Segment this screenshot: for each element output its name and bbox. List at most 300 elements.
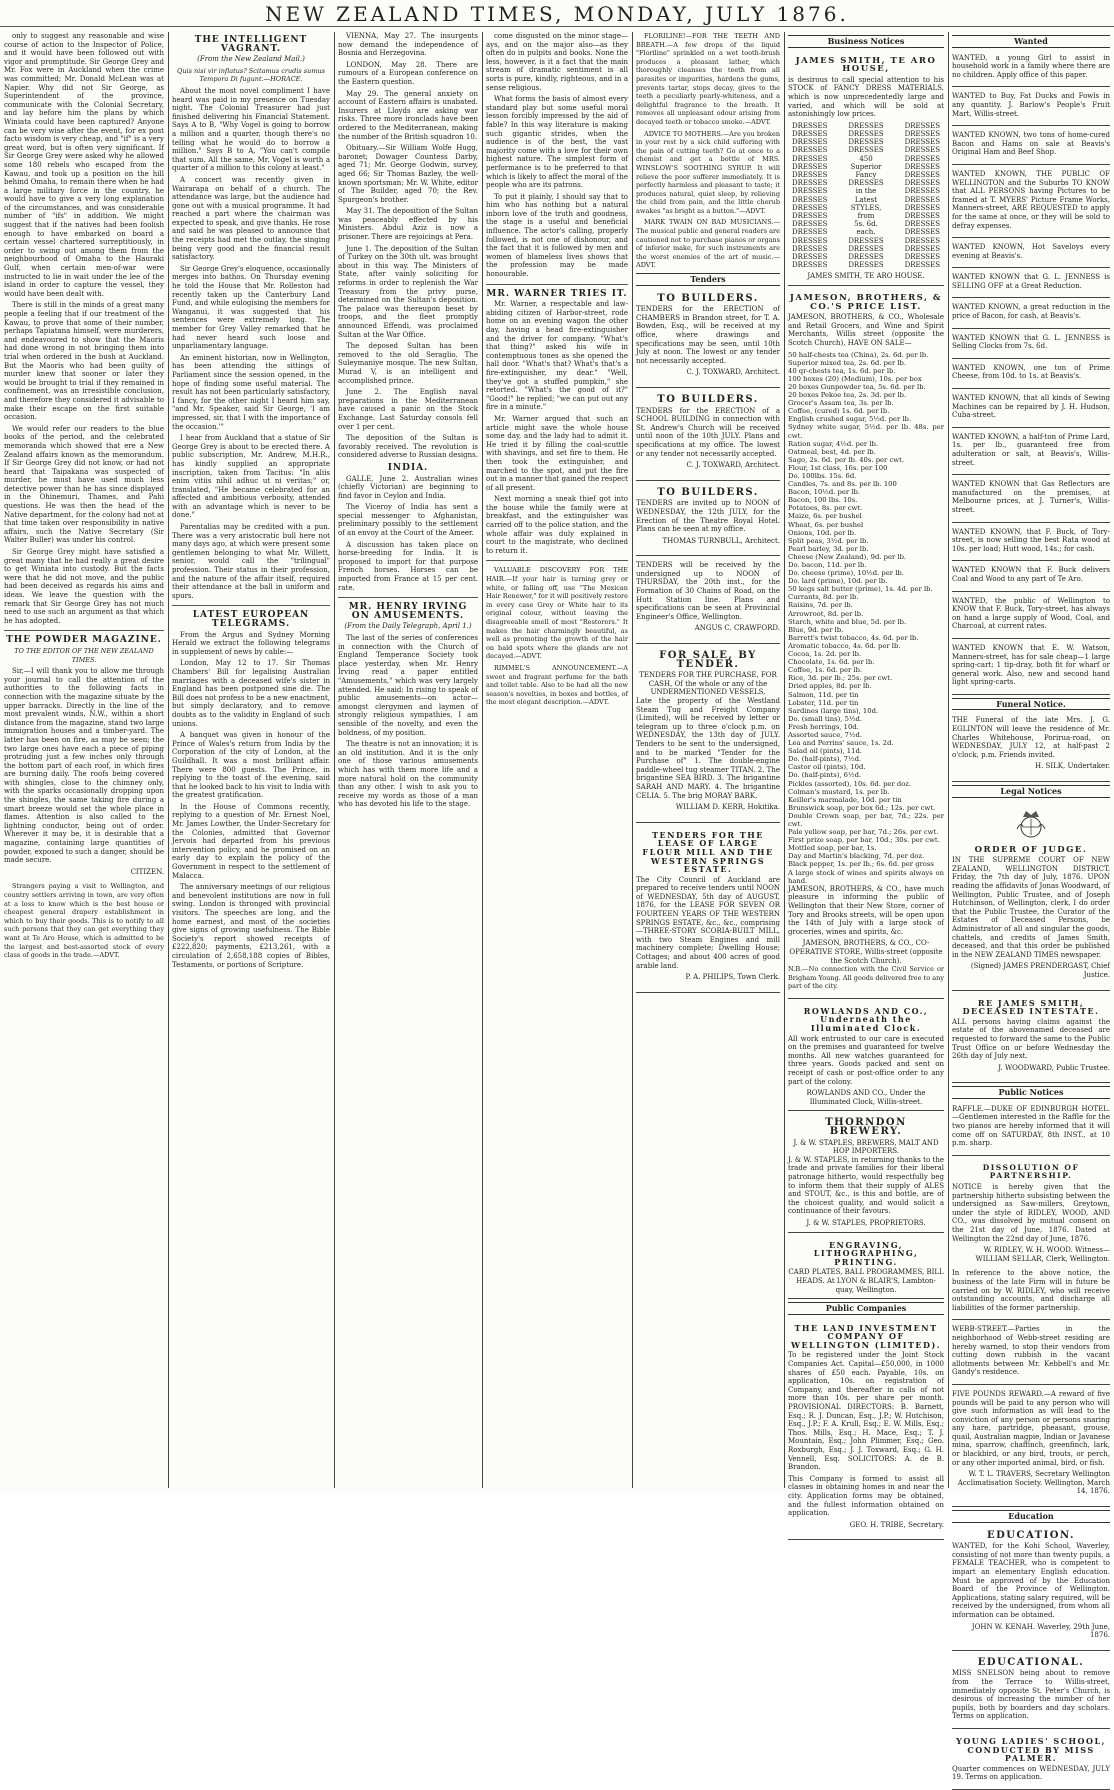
dresses-cell: Superior: [850, 162, 882, 171]
price-list-item: Sydney white sugar, 5½d. per lb. 48s. per cwt.: [788, 423, 944, 440]
article-paragraph: Sir George Grey's eloquence, occasionally merges into bathos. On Thursday evening he told the House that Mr. Rolleston had recently taken up the Canterbury Land Fund, and while eulogising the members for Wanganui, it was suggested that his sentences were extremely long. The member for Grey Valley remarked that he had never heard such loose and unparliamentary language.: [172, 264, 330, 351]
price-list-item: Sardines (large tins), 10d.: [788, 706, 879, 715]
dresses-row: [788, 138, 944, 146]
dresses-cell: DRESSES: [904, 211, 940, 220]
dresses-cell: DRESSES: [792, 121, 828, 130]
engraving-advertisement: [788, 1235, 944, 1300]
price-list-item: English crushed sugar, 5½d. per lb.: [788, 415, 912, 424]
price-list-item: Double Crown soap, per bar, 7d.; 22s. per cwt.: [788, 811, 944, 828]
column-rule: [784, 32, 785, 1488]
ad-headline: JAMESON, BROTHERS, & CO.'S PRICE LIST.: [789, 293, 943, 312]
article-source: (From the Daily Telegraph, April 1.): [344, 622, 472, 631]
ad-body: WANTED KNOWN that G. L. JENNESS is SELLING OFF at a Great Reduction.: [952, 273, 1110, 290]
article-paragraph: Mr. Warner, a respectable and law-abiding citizen of Harbor-street, rode home on an evening wagon the other day, having a head fire-extinguisher and the driver for company. "What's that thing?" asked his wife in contemptuous tones as she opened the hall door. "What's that? What's that's a fire-extinguisher, my dear." "Well, they've got a stuffed pumpkin," she retorted. "What's the good of it?" "Good!" he replied; "we can put out any fire in a minute.": [486, 300, 628, 412]
price-list-item: Dried apples, 8d. per lb.: [788, 682, 872, 691]
ad-signature: H. SILK, Undertaker.: [1035, 762, 1110, 771]
ad-headline: ORDER OF JUDGE.: [974, 844, 1088, 855]
ad-headline: RE JAMES SMITH, DECEASED INTESTATE.: [962, 997, 1100, 1017]
rowlands-advertisement: [788, 1001, 944, 1112]
wanted-ad: [952, 331, 1110, 359]
price-list-item: Do. cheese (prime), 10½d. per lb.: [788, 569, 904, 578]
price-list-item: Do. (half-pints), 7½d.: [788, 755, 862, 764]
dresses-cell: DRESSES: [904, 154, 940, 163]
price-list-item: Coffee, 1s. 6d. per lb.: [788, 666, 863, 675]
ad-body: WANTED KNOWN, one ton of Prime Cheese, from 10d. to 1s. at Beavis's.: [952, 363, 1110, 381]
article-headline: THE INTELLIGENT VAGRANT.: [194, 35, 308, 54]
tender-notice: [636, 390, 780, 481]
dresses-row: [788, 204, 944, 212]
tender-signature: ANGUS C. CRAWFORD.: [694, 624, 780, 633]
dresses-cell: DRESSES: [792, 236, 828, 245]
column-1: [4, 32, 164, 1488]
article-paragraph: Obituary.—Sir William Wolfe Hugg, baronet; Dowager Countess Darby, aged 71; Mr. George Godwin, survey, aged 66; Sir Thomas Bazley, the well-known sportsman; Mr. W. White, editor of The Builder, aged 70; the Rev. Spurgeon's brother.: [338, 144, 478, 204]
letter-body: Sir,—I will thank you to allow me through your journal to call the attention of the authorities to the following facts in connection with the magazine situate by the upper barracks. Directly in the line of the most prevalent winds, N.W., within a short distance from the magazine, stand two large immigration houses and a timber-yard. The latter has been on fire, as may be seen; the two large ones have each a piece of piping protruding just a few inches only through the bottom part of each roof, in which fires are burning daily. The roofs being covered with shingles, close to the chimney only, with the sparks occasionally dropping upon the shingles, the same taking fire during a smart breeze would set the whole place in flames. Attention is also called to the lightning conductor, being out of order. Wherever it may be, it is desirable that a magazine, containing large quantities of powder, exposed to such a danger, should be made secure.: [4, 667, 164, 865]
dresses-cell: DRESSES: [792, 138, 828, 147]
column-4: [486, 32, 628, 1488]
ad-body: WANTED KNOWN that F. Buck delivers Coal and Wood to any part of Te Aro.: [952, 566, 1110, 583]
article-paragraph: The anniversary meetings of our religious and benevolent institutions are now in full swing. London is thronged with provincial visitors. The speeches are long, and the home earnest, and most of the societies give signs of growing usefulness. The Bible Society's report showed receipts of £222,820; payments, £213,261, with a circulation of 2,658,188 copies of Bibles, Testaments, or portions of Scripture.: [172, 883, 330, 969]
price-list-item: Mottled soap, per bar, 1s.: [788, 844, 877, 853]
tender-headline: TO BUILDERS.: [657, 292, 759, 304]
ad-body: WANTED KNOWN that E. W. Watson, Manners-street, has for sale cheap—1 large spring-cart; 1 tip-dray, both fit for wharf or general work. Also, new and second hand light spring-carts.: [952, 643, 1110, 687]
tender-body: TENDERS for the ERECTION of a SCHOOL BUILDING in connection with St. Andrew's Church will be received until noon of the 10th JULY. Plans and specifications at my office. The lowest or any tender not necessarily accepted.: [636, 406, 780, 458]
section-heading: Education: [952, 1510, 1110, 1523]
advertisement-text: Strangers paying a visit to Wellington, and country settlers arriving in town, are very often at a loss to know which is the best house or cheapest general drapery establishment in which to buy their goods. This is to notify to all such persons that they can get everything they want at Te Aro House, which is admitted to be the largest and best-assorted stock of every class of goods in the trade.—ADVT.: [4, 882, 164, 960]
article-intro: From the Argus and Sydney Morning Herald we extract the following telegrams in supplement of news by cable:—: [172, 630, 330, 656]
article-paragraph: There is still in the minds of a great many people a feeling that if our treatment of the Kawau, to prove that some of their number, perhaps Tapiatana himself, were murderers, and endeavoured to show that the Maoris had done wrong in not bringing them into trial when ordered in the bush at Auckland. But the Maoris who had been guilty of murder knew that sooner or later they would be brought to trial if they remained in confinement, was an irresistible conclusion, and therefore they considered it advisable to make their escape on the first suitable occasion.: [4, 301, 164, 422]
sale-notice: [636, 646, 780, 823]
section-heading: Wanted: [952, 35, 1110, 48]
ad-body: WANTED KNOWN that G. L. JENNESS is Selling Clocks from 7s. 6d.: [952, 333, 1110, 351]
price-list-item: Currants, 8d. per lb.: [788, 593, 859, 602]
column-2: [172, 32, 330, 1488]
masthead-title: NEW ZEALAND TIMES, MONDAY, JULY 1876.: [265, 2, 849, 26]
tender-body: TENDERS for the ERECTION of CHAMBERS in Brandon street, for T. A. Bowden, Esq., will be received at my office, where drawings and specifications may be seen, until 10th July at noon. The lowest or any tender not necessarily accepted.: [636, 305, 780, 365]
article-paragraph: The theatre is not an innovation; it is an old institution. And it is the only one of those various amusements which has with them more life and a more natural hold on the community than any other. I wish to ask you to receive my words as those of a man who has devoted his life to the stage.: [338, 740, 478, 809]
ad-body: WANTED KNOWN that Gas Reflectors are manufactured on the premises, at Melbourne prices, at J. Turner's, Willis-street.: [952, 480, 1110, 514]
dresses-cell: DRESSES: [904, 195, 940, 204]
tender-signature: C. J. TOXWARD, Architect.: [686, 368, 780, 377]
tender-notice: [636, 558, 780, 644]
ad-body: RAFFLE.—DUKE OF EDINBURGH HOTEL.—Gentlemen interested in the Raffle for the two pianos are hereby informed that it will come off on SATURDAY, 8th INST., at 10 p.m. sharp.: [952, 1104, 1110, 1148]
article-paragraph: I hear from Auckland that a statue of Sir George Grey is about to be erected there. A public subscription, Mr. Andrew, M.H.R., has kindly supplied an appropriate inscription, taken from Tacitus: "In aliis enim vitiis nihil adhuc ut ni veritas;" or, translated, "He became celebrated for an affected and ambitious verbosity, attended with an advantage which is never to be done.": [172, 434, 330, 520]
divider: [4, 630, 164, 631]
price-list-item: Raisins, 7d. per lb.: [788, 601, 853, 610]
dresses-row: [788, 130, 944, 138]
ad-body: WANTED KNOWN, two tons of home-cured Bacon and Hams on sale at Beavis's Original Ham and Beef Shop.: [952, 131, 1110, 157]
article-headline: INDIA.: [387, 462, 429, 473]
ad-body: WANTED KNOWN, THE PUBLIC OF WELLINGTON and the Suburbs TO KNOW that ALL PERSONS having Pictures to be framed at T. MYERS' Picture Frame Works, Manners-street, ARE REQUESTED to apply for the same at once, or they will be sold to defray expenses.: [952, 169, 1110, 230]
tender-body: TENDERS will be received by the undersigned up to NOON of THURSDAY, the 20th inst., for the Formation of 30 Chains of Road, on the Hutt Station line. Plans and specifications can be seen at Provincial Engineer's Office, Wellington.: [636, 561, 780, 621]
article-paragraph: Sir George Grey might have satisfied a great many that he had really a great desire to get Winiata into custody. But the facts were that he did not move, and the public had been deceived as regards his aims and ideas. We leave the question with the remark that Sir George Grey has not much need to use such an argument as that which he has adopted.: [4, 548, 164, 625]
price-list-item: A large stock of wines and spirits always on hand.: [788, 868, 944, 885]
dresses-cell: DRESSES: [904, 162, 940, 171]
dresses-cell: DRESSES: [904, 187, 940, 196]
dresses-cell: Fancy: [855, 170, 877, 179]
price-list-item: Do. bacon, 11d. per lb.: [788, 561, 867, 569]
wanted-ad: [952, 270, 1110, 298]
wanted-ad: [952, 89, 1110, 126]
wanted-ad: [952, 594, 1110, 639]
ad-headline: ROWLANDS AND CO., Underneath the Illuminated Clock.: [803, 1005, 929, 1034]
ad-address: JAMESON, BROTHERS, & CO., CO-OPERATIVE STORE, Willis-street (opposite the Scotch Church).: [789, 939, 943, 965]
tender-signature: THOMAS TURNBULL, Architect.: [662, 536, 780, 545]
sale-signature: WILLIAM D. KERR, Hokitika.: [675, 803, 780, 812]
price-list-item: Barrett's twist tobacco, 4s. 6d. per lb.: [788, 633, 919, 642]
dresses-row: [788, 237, 944, 245]
section-heading: Public Companies: [788, 1302, 944, 1315]
royal-crest-icon: [1013, 807, 1049, 843]
ad-headline: EDUCATIONAL.: [977, 1656, 1085, 1668]
price-list-item: Ration sugar, 4½d. per lb.: [788, 439, 879, 448]
wanted-ad: [952, 525, 1110, 562]
column-rule: [168, 32, 169, 1488]
ad-body: J. & W. STAPLES, in returning thanks to the trade and private families for their liberal patronage hitherto, would respectfully beg to inform them that their supply of ALES and STOUT, &c., is this and bottle, are of the choicest quality, and would solicit a continuance of their favours.: [788, 1155, 944, 1216]
dresses-cell: STYLES,: [850, 203, 882, 212]
masthead: [0, 0, 1114, 27]
article-headline: THE POWDER MAGAZINE.: [6, 635, 162, 646]
column-rule: [948, 32, 949, 1488]
dresses-cell: DRESSES: [904, 253, 940, 261]
price-list-item: Black pepper, 1s. per lb.; 6s. 6d. per gross: [788, 860, 934, 869]
dresses-cell: DRESSES: [792, 228, 828, 237]
dresses-row: [788, 245, 944, 253]
tender-notice: [636, 289, 780, 388]
price-list-item: Salmon, 11d. per tin: [788, 690, 859, 699]
ad-body: ALL persons having claims against the estate of the abovenamed deceased are requested to forward the same to the Public Trust Office on or before Wednesday the 26th day of July next.: [952, 1017, 1110, 1061]
ad-body: MISS SNELSON being about to remove from the Terrace to Willis-street, immediately opposite St. Peter's Church, is desirous of increasing the number of her pupils, both by boarders and day scholars. Terms on application.: [952, 1669, 1110, 1721]
ad-headline: JAMES SMITH, TE ARO HOUSE,: [795, 55, 937, 75]
dresses-cell: in the: [855, 187, 877, 196]
ad-headline: ENGRAVING, LITHOGRAPHING, PRINTING.: [813, 1239, 919, 1267]
article-paragraph: London, May 12 to 17. Sir Thomas Chambers' Bill for legalising Australian marriages with a deceased wife's sister in England has been postponed sine die. The Bill does not profess to be a new enactment, but simply declaratory, and to remove doubts as to the validity in England of such unions.: [172, 659, 330, 728]
ad-body: To be registered under the Joint Stock Companies Act. Capital—£50,000, in 1000 shares of £50 each. Payable, 10s. on application, 10s. on registration of Company, and thereafter in calls of not more than 10s. per share per month. PROVISIONAL DIRECTORS: B. Barnett, Esq.; R. J. Duncan, Esq., J.P.; W. Hutchison, Esq., J.P.; F. A. Krull, Esq.; E. W. Mills, Esq.; Thos. Mills, Esq.; H. Mace, Esq.; T. J. Mountain, Esq.; John Plimmer, Esq.; Geo. Roxburgh, Esq.; J. J. Toxward, Esq.; G. H. Vennell, Esq. SOLICITORS: A. de B. Brandon.: [788, 1351, 944, 1472]
ad-body: WANTED, for the Kohi School, Waverley, consisting of not more than twenty pupils, a FEMALE TEACHER, who is competent to impart an elementary English education. Must be approved of by the Education Board of the Province of Wellington. Applications, stating salary required, will be received by the undersigned, from whom all information can be obtained.: [952, 1542, 1110, 1619]
lease-headline: TENDERS FOR THE LEASE OF LARGE FLOUR MILL AND THE WESTERN SPRINGS ESTATE.: [642, 829, 774, 875]
dresses-cell: each.: [856, 228, 876, 237]
dresses-row: [788, 163, 944, 171]
dresses-cell: DRESSES: [904, 146, 940, 155]
price-list-item: Bacon, 100 lbs. 10s.: [788, 496, 858, 505]
court-order: [952, 801, 1110, 991]
webb-street-notice: [952, 1322, 1110, 1385]
price-list-item: Potatoes, 8s. per cwt.: [788, 504, 863, 513]
price-list-item: Castor oil (pints), 10d.: [788, 763, 866, 772]
tender-body: TENDERS are invited up to NOON of WEDNESDAY, the 12th JULY, for the Erection of the Theatre Royal Hotel. Plans can be seen at my office.: [636, 499, 780, 534]
price-list: [788, 351, 944, 885]
price-list-item: Split peas, 3½d. per lb.: [788, 536, 869, 545]
dresses-row: [788, 253, 944, 261]
wanted-ad: [952, 167, 1110, 238]
dresses-row: [788, 146, 944, 154]
price-list-item: 100 boxes (20) (Medium), 10s. per box: [788, 374, 922, 383]
article-paragraph: The Viceroy of India has sent a special messenger to Afghanistan, preliminary possibly to the settlement of an envoy at the Court of the Ameer.: [338, 503, 478, 538]
article-paragraph: About the most novel compliment I have heard was paid in my presence on Tuesday night. The Colonial Treasurer had just finished delivering his Financial Statement. Says A to B, "Why Vogel is going to borrow a million and a quarter, though there's no telling what he would do to borrow a million." Says B to A, "You can't compile that sum. All the same, Mr. Vogel is worth a quarter of a million to this colony at least.": [172, 86, 330, 173]
divider: [486, 284, 628, 285]
price-list-item: Oatmeal, best, 4d. per lb.: [788, 447, 876, 456]
dresses-table: [788, 122, 944, 270]
price-list-item: Cheese (New Zealand), 9d. per lb.: [788, 552, 907, 561]
ad-body: All work entrusted to our care is executed on the premises and guaranteed for twelve months. All new watches guaranteed for three years. Goods packed and sent on receipt of cash or post-office order to any part of the colony.: [788, 1034, 944, 1086]
price-list-item: Maize, 6s. per bushel: [788, 512, 862, 521]
ad-signature: ROWLANDS AND CO., Under the Illuminated Clock, Willis-street.: [806, 1089, 926, 1106]
ad-body: JAMESON, BROTHERS, & CO., have much pleasure in informing the public of Wellington that their New Store, corner of Tory and Brooks streets, will be open upon the 14th of July with a large stock of groceries, wines and spirits, &c.: [788, 884, 944, 936]
lease-notice: [636, 825, 780, 993]
price-list-item: Pearl barley, 3d. per lb.: [788, 544, 869, 553]
price-list-item: Do. 100lbs. 15s. 6d.: [788, 471, 857, 480]
ad-body: WANTED KNOWN, Hot Saveloys every evening at Beavis's.: [952, 243, 1110, 260]
wanted-ad: [952, 477, 1110, 522]
dresses-cell: DRESSES: [792, 253, 828, 261]
letter-signature: CITIZEN.: [130, 867, 164, 876]
ad-body: FIVE POUNDS REWARD.—A reward of five pounds will be paid to any person who will give such information as will lead to the conviction of any person or persons snaring any hare, partridge, pheasant, grouse, quail, Australian magpie, Indian or Javanese mina, sparrow, chaffinch, greenfinch, lark, or blackbird, or any bird, trouts, or perch, or any other imported animal, bird, or fish.: [952, 1389, 1110, 1467]
price-list-item: 20 boxes Gunpowder tea, 5s. 6d. per lb.: [788, 382, 926, 391]
ad-signature: (Signed) JAMES PRENDERGAST, Chief Justice.: [970, 962, 1110, 979]
dresses-cell: DRESSES: [848, 261, 884, 270]
reward-notice: [952, 1387, 1110, 1507]
dresses-row: [788, 212, 944, 220]
article-paragraph: In the House of Commons recently, replying to a question of Mr. Ernest Noel, Mr. James Lowther, the Under-Secretary for the Colonies, admitted that Governor Jervois had departed from his previous intervention policy, and he promised on an early day to explain the policy of the Government in respect to the settlement of Malacca.: [172, 802, 330, 880]
section-heading: Legal Notices: [952, 785, 1110, 798]
ad-body: JAMESON, BROTHERS, & CO., Wholesale and Retail Grocers, and Wine and Spirit Merchants, Willis street (opposite the Scotch Church), HAVE ON SALE—: [788, 313, 944, 347]
article-paragraph: only to suggest any reasonable and wise course of action to the Inspector of Police, and it would have been followed out with vigor and promptitude. Sir George Grey and Mr. Fox were in Auckland when the crime was committed; Mr. Donald McLean was at Napier. Why did not Sir George, as Superintendent of the province, communicate with the Colonial Secretary, and lay before him the plans by which Winiata could have been captured? Anyone can be very wise after the event, for ex post facto wisdom is very cheap, and "if" is a very great word, but is often very significant. If Sir George Grey were asked why he allowed some 180 rebels who escaped from the Kawau, and took up a position on the hill behind Omaha, to remain there when he had a large military force in the country, he would have to give a very long explanation of the circumstances, and was considerable number of "ifs" in addition. We might suggest that if the natives had been foolish enough to have embarked on board a certain vessel chartered surreptitiously, in order to swing out among them from the neighbourhood of Omaha to the Hauraki Gulf, when certain men-of-war were instructed to lie in wait under the lee of the island in order to capture the vessel, they would have been dealt with.: [4, 32, 164, 298]
dresses-cell: DRESSES: [792, 170, 828, 179]
price-list-item: Pickles (assorted), 10s. 6d. per doz.: [788, 779, 912, 788]
tender-notice: [636, 483, 780, 557]
dresses-cell: Latest: [854, 195, 878, 204]
price-list-item: 50 kegs salt butter (prime), 1s. 4d. per lb.: [788, 585, 933, 594]
dresses-cell: 5s. 6d.: [854, 220, 878, 229]
article-paragraph: What forms the basis of almost every standard play but some useful moral lesson forcibly impressed by the aid of fable? In this way literature is making such gigantic strides, when the audience is of the best, the vast majority come with a love for their own highest nature. The simplest form of performance is to be preferred to that which is likely to affect the moral of the people who are its patrons.: [486, 95, 628, 190]
price-list-item: 20 boxes Pekoe tea, 2s. 3d. per lb.: [788, 391, 907, 400]
section-heading: Funeral Notice.: [952, 698, 1110, 711]
article-headline: MR. WARNER TRIES IT.: [486, 288, 628, 299]
wanted-ad: [952, 128, 1110, 165]
price-list-item: Salad oil (pints), 11d.: [788, 747, 862, 756]
price-list-item: Do. (small tins), 5½d.: [788, 714, 863, 723]
wanted-ad: [952, 430, 1110, 475]
dresses-cell: DRESSES: [792, 195, 828, 204]
dresses-cell: DRESSES: [848, 253, 884, 261]
lease-body: The City Council of Auckland are prepared to receive tenders until NOON of WEDNESDAY, 5th day of AUGUST, 1876, for the LEASE FOR SEVEN OR FOURTEEN YEARS OF THE WESTERN SPRINGS ESTATE, &c., &c., comprising—THREE-STORY SCORIA-BUILT MILL, with two Steam Engines and mill machinery complete; Dwelling House; Cottages; and about 400 acres of good arable land.: [636, 875, 780, 970]
ad-signature: J. & W. STAPLES, PROPRIETORS.: [806, 1218, 926, 1227]
price-list-item: Brunswick soap, per box 6d.; 12s. per cwt.: [788, 803, 936, 812]
jsmith-advertisement: [788, 51, 944, 286]
dresses-cell: DRESSES: [848, 138, 884, 147]
price-list-item: Keiller's marmalade, 10d. per tin: [788, 795, 902, 804]
article-subheading: TO THE EDITOR OF THE NEW ZEALAND TIMES.: [14, 646, 154, 664]
tender-headline: TO BUILDERS.: [657, 486, 759, 498]
ad-subheading: J. & W. STAPLES, BREWERS, MALT AND HOP IMPORTERS.: [793, 1138, 939, 1156]
dresses-cell: DRESSES: [792, 129, 828, 138]
dresses-cell: DRESSES: [792, 146, 828, 155]
dresses-cell: DRESSES: [904, 228, 940, 237]
tender-headline: TO BUILDERS.: [657, 393, 759, 405]
dresses-cell: DRESSES: [848, 146, 884, 155]
price-list-item: Lea and Perrins' sauce, 1s. 2d.: [788, 739, 894, 748]
dresses-cell: DRESSES: [904, 244, 940, 253]
education-ad: [952, 1731, 1110, 1790]
advertisement-text: VALUABLE DISCOVERY FOR THE HAIR.—If your hair is turning grey or white, or falling off, use "The Mexican Hair Renewer," for it will positively restore in every case Grey or White hair to its original colour, without leaving the disagreeable smell of most "Restorers." It makes the hair charmingly beautiful, as well as promoting the growth of the hair on bald spots where the glands are not decayed.—ADVT.: [486, 566, 628, 661]
dresses-row: [788, 171, 944, 179]
column-rule: [334, 32, 335, 1488]
price-list-item: Rice, 3d. per lb.; 25s. per cwt.: [788, 674, 893, 683]
jameson-price-list: [788, 288, 944, 999]
ad-headline: EDUCATION.: [987, 1529, 1075, 1541]
column-7: [952, 32, 1110, 1782]
lease-signature: P. A. PHILIPS, Town Clerk.: [685, 973, 780, 982]
price-list-item: Onions, 10d. per lb.: [788, 528, 857, 537]
article-paragraph: The deposition of the Sultan is favorably received. The revolution is considered adverse to Russian designs.: [338, 434, 478, 460]
article-paragraph: June 1. The deposition of the Sultan of Turkey on the 30th ult. was brought about in this way. The Ministers of State, after vainly soliciting for reforms in order to replenish the War Treasury from the privy purse, determined on the Sultan's deposition. The palace was thereupon beset by troops, and the fleet promptly announced Effendi, was proclaimed Sultan at the War Office.: [338, 244, 478, 339]
price-list-item: First prize soap, per bar, 10d.; 30s. per cwt.: [788, 836, 940, 845]
ad-body: WANTED KNOWN, a great reduction in the price of Bacon, for cash, at Beavis's.: [952, 303, 1110, 321]
dresses-cell: DRESSES: [792, 187, 828, 196]
ad-headline: DISSOLUTION OF PARTNERSHIP.: [982, 1162, 1080, 1181]
column-6: [788, 32, 944, 1529]
column-rule: [632, 32, 633, 1488]
section-heading: Public Notices: [952, 1086, 1110, 1099]
column-5: [636, 32, 780, 1488]
dresses-cell: DRESSES: [904, 129, 940, 138]
wanted-ad: [952, 563, 1110, 591]
ad-signature: W. RIDLEY, W. H. WOOD. Witness—WILLIAM SELLAR, Clerk, Wellington.: [975, 1246, 1110, 1263]
ad-signature: JAMES SMITH, TE ARO HOUSE.: [807, 272, 925, 281]
dresses-row: [788, 228, 944, 236]
article-paragraph: Mr. Warner argued that such an article might save the whole house some day, and the lady had to admit it. He tried it by filling the coal-scuttle with shavings, and set fire to them. He then took the extinguisher, and marched to the spot, and put the fire out in a manner that gained the respect of all present.: [486, 414, 628, 492]
dresses-cell: DRESSES: [904, 220, 940, 229]
dresses-cell: DRESSES: [848, 236, 884, 245]
dresses-cell: 450: [859, 154, 873, 163]
ad-body: In reference to the above notice, the business of the late Firm will in future be carried on by W. RIDLEY, who will receive outstanding accounts, and discharge all liabilities of the former partnership.: [952, 1269, 1110, 1312]
price-list-item: Candles, 7s. and 8s. per lb. 100: [788, 480, 897, 489]
dresses-cell: DRESSES: [792, 244, 828, 253]
wanted-ad: [952, 361, 1110, 389]
dresses-cell: DRESSES: [904, 121, 940, 130]
estate-notice: [952, 993, 1110, 1084]
article-paragraph: June 2. The English naval preparations in the Mediterranean have caused a panic on the Stock Exchange. Last Saturday consols fell over 1 per cent.: [338, 388, 478, 431]
tender-signature: C. J. TOXWARD, Architect.: [686, 461, 780, 470]
price-list-item: Fresh herrings, 10d.: [788, 722, 859, 731]
article-paragraph: LONDON, May 28. There are rumours of a European conference on the Eastern question.: [338, 60, 478, 86]
price-list-item: Do. lard (prime), 10d. per lb.: [788, 577, 888, 586]
dresses-cell: DRESSES: [792, 162, 828, 171]
article-paragraph: An eminent historian, now in Wellington, has been attending the sittings of Parliament since the session opened, in the hope of finding some useful material. The result has not been particularly satisfactory, I fancy, for the other night I heard him say, "and Mr. Speaker, said Sir George, 'I am impressed, sir, that I with the importance of the occasion.'": [172, 353, 330, 431]
section-heading: Tenders: [636, 273, 780, 286]
dresses-cell: from: [857, 211, 875, 220]
ad-signature: J. WOODWARD, Public Trustee.: [998, 1063, 1110, 1072]
price-list-item: Chocolate, 1s. 6d. per lb.: [788, 658, 875, 667]
divider: [172, 605, 330, 606]
article-paragraph: May 31. The deposition of the Sultan was peaceably effected by his Ministers. Abdul Aziz is now a prisoner. There are rejoicings at Pera.: [338, 207, 478, 242]
price-list-item: Cocoa, 1s. 2d. per lb.: [788, 650, 862, 659]
article-paragraph: To put it plainly, I should say that to him who has nothing but a natural inborn love of the truth and goodness, the stage is a useful and beneficial influence. The actor's calling, properly followed, is not one of dishonour, and the fact that it is followed by men and women of blameless lives shows that the profession may be made honourable.: [486, 192, 628, 279]
wanted-ad: [952, 240, 1110, 268]
dresses-cell: DRESSES: [848, 121, 884, 130]
article-paragraph: A discussion has taken place on horse-breeding for India. It is proposed to import for that purpose French horses. Horses can be imported from France at 15 per cent. rate.: [338, 540, 478, 592]
article-paragraph: A concert was recently given in Wairarapa on behalf of a church. The attendance was large, but the audience had gone out with a musical programme. It had reached a part where the chairman was expected to speak, and give thanks. He rose and said he was pleased to announce that the receipts had met the outlay, the singing being very good and the financial result satisfactory.: [172, 175, 330, 262]
divider: [338, 597, 478, 598]
wanted-ad: [952, 51, 1110, 88]
ad-body: is desirous to call special attention to his STOCK of FANCY DRESS MATERIALS, which is now unprecedentedly large and varied, and which will be sold at astonishingly low prices.: [788, 75, 944, 119]
ad-signature: W. T. L. TRAVERS, Secretary Wellington Acclimatisation Society. Wellington, March 14, 1876.: [957, 1470, 1110, 1496]
dresses-row: [788, 155, 944, 163]
ad-headline: YOUNG LADIES' SCHOOL, CONDUCTED BY MISS PALMER.: [956, 1735, 1106, 1764]
price-list-item: Wheat, 6s. per bushel: [788, 520, 864, 529]
price-list-item: Colman's mustard, 1s. per lb.: [788, 787, 890, 796]
dresses-cell: DRESSES: [848, 129, 884, 138]
price-list-item: Do. (half-pints), 6½d.: [788, 771, 862, 780]
dresses-cell: DRESSES: [904, 203, 940, 212]
section-heading: Business Notices: [788, 35, 944, 48]
dresses-row: [788, 220, 944, 228]
article-paragraph: A banquet was given in honour of the Prince of Wales's return from India by the Corporation of the city of London, at the Guildhall. It was a most brilliant affair. There were 800 guests. The Prince, in replying to the toast of the evening, said that he looked back to his visit to India with the greatest gratification.: [172, 731, 330, 800]
education-ad: [952, 1526, 1110, 1651]
price-list-item: Coffee, (cured) 1s. 6d. per lb.: [788, 407, 890, 416]
price-list-item: Superior mixed tea, 2s. 6d. per lb.: [788, 358, 907, 367]
advertisement-text: ADVICE TO MOTHERS.—Are you broken in your rest by a sick child suffering with the pain of cutting teeth? Go at once to a chemist and get a bottle of MRS. WINSLOW'S SOOTHING SYRUP. It will relieve the poor sufferer immediately. It is perfectly harmless and pleasant to taste; it produces natural, quiet sleep, by relieving the child from pain, and the little cherub awakes "as bright as a button."—ADVT.: [636, 129, 780, 215]
article-headline: LATEST EUROPEAN TELEGRAMS.: [192, 610, 310, 629]
ad-body: WANTED KNOWN, a half-ton of Prime Lard, 1s. per lb., guaranteed free from adulteration or salt, at Beavis's, Willis-street.: [952, 432, 1110, 467]
article-paragraph: The last of the series of conferences in connection with the Church of England Temperance Society took place yesterday, when Mr. Henry Irving read a paper entitled "Amusements," which was very largely attended. He said: In rising to speak of public amusements—on actor—amongst clergymen and laymen of strongly religious sympathies, I am sensible of the novelty, and even the boldness, of my position.: [338, 634, 478, 737]
price-list-item: Arrowroot, 8d. per lb.: [788, 609, 864, 618]
dresses-row: [788, 179, 944, 187]
dresses-cell: DRESSES: [904, 236, 940, 245]
ad-body: Quarter commences on WEDNESDAY, JULY 19. Terms on application.: [952, 1764, 1110, 1782]
ad-body: This Company is formed to assist all classes in obtaining homes in and near the city. Application forms may be obtained, and the fullest information obtained on application.: [788, 1474, 944, 1518]
dresses-row: [788, 261, 944, 269]
ad-signature: GEO. H. TRIBE, Secretary.: [849, 1520, 944, 1529]
price-list-item: Aromatic tobacco, 4s. 6d. per lb.: [788, 641, 901, 650]
ad-body: THE Funeral of the late Mrs. J. G. EGLINTON will leave the residence of Mr. Charles Whitehouse, Porirua-road, on WEDNESDAY, JULY 12, at half-past 2 o'clock, p.m. Friends invited.: [952, 716, 1110, 759]
advertisement-text: RIMMEL'S ANNOUNCEMENT.—A sweet and fragrant perfume for the bath and toilet table. Also to be had all the new season's novelties, in boxes and bottles, of the most elegant description.—ADVT.: [486, 663, 628, 707]
article-paragraph: We would refer our readers to the blue books of the period, and the celebrated memoranda which showed that ere a New Zealand affairs known as the memorandum. If Sir George Grey did not know, or had not heard that Taipakana was suspected of murder, he must have used much less detective power than he has since displayed in the Ohinemuri, Thames, and Pahi questions. He was then the head of the Native department, for the colony had not at that time taken over responsibility in native affairs, such the Native Secretary (Sir Walter Buller) was under his control.: [4, 424, 164, 545]
article-paragraph: GALLE, June 2. Australian wines (chiefly Victorian) are beginning to find favor in Ceylon and India.: [338, 474, 478, 500]
article-paragraph: Next morning a sneak thief got into the house while the family were at breakfast, and the extinguisher was carried off to the police station, and the whole affair was duly explained in court to the magistrate, who declined to return it.: [486, 495, 628, 555]
dresses-cell: DRESSES: [848, 179, 884, 188]
dresses-cell: DRESSES: [792, 261, 828, 270]
advertisement-text: FLORILINE!—FOR THE TEETH AND BREATH.—A few drops of the liquid "Floriline" sprinkled on a wet tooth-brush produces a pleasant lather, which thoroughly cleanses the teeth from all parasites or impurities, hardens the gums, prevents tartar, stops decay, gives to the teeth a peculiarly pearly-whiteness, and a delightful fragrance to the breath. It removes all unpleasant odour arising from decayed teeth or tobacco smoke.—ADVT.: [636, 32, 780, 126]
article-paragraph: come disgusted on the minor stage—ays, and on the major also—as they often do in pulpits and books. None the less, however, is it a fact that the main stream of dramatic sentiment is all sorts is pure, kindly, righteous, and in a sense religious.: [486, 32, 628, 92]
ad-note: N.B.—No connection with the Civil Service or Brigham Young. All goods delivered free to any part of the city.: [788, 965, 944, 991]
ad-body: IN THE SUPREME COURT OF NEW ZEALAND, WELLINGTON DISTRICT. Friday, the 7th day of July, 1876. UPON reading the affidavits of Jonas Woodward, of Wellington, Public Trustee, and of Joseph Hutchinson, of Wellington, clerk, I do order that the Public Trustee, the Curator of the Estates of Deceased Persons, be Administrator of all and singular the goods, chattels, and credits of James Smith, deceased, and that this order be published in the NEW ZEALAND TIMES newspaper.: [952, 856, 1110, 959]
price-list-item: Lobster, 11d. per tin: [788, 698, 859, 707]
column-rule: [482, 32, 483, 1488]
article-paragraph: May 29. The general anxiety on account of Eastern affairs is unabated. Insurers at Lloyds are asking war risks. Three more ironclads have been ordered to the Mediterranean, making the number of the British squadron 10.: [338, 89, 478, 141]
article-headline: MR. HENRY IRVING ON AMUSEMENTS.: [348, 602, 468, 621]
ad-body: WANTED KNOWN, that all kinds of Sewing Machines can be repaired by J. H. Hudson, Cuba-street.: [952, 394, 1110, 420]
dresses-cell: DRESSES: [848, 244, 884, 253]
price-list-item: 50 half-chests tea (China), 2s. 6d. per lb.: [788, 350, 929, 359]
education-ad: [952, 1653, 1110, 1729]
dresses-cell: DRESSES: [792, 211, 828, 220]
divider: [486, 560, 628, 561]
price-list-item: Bacon, 10½d. per lb.: [788, 488, 861, 497]
wanted-ad: [952, 300, 1110, 328]
price-list-item: Day and Martin's blacking, 7d. per doz.: [788, 852, 925, 861]
price-list-item: Grocer's Assam tea, 3s. per lb.: [788, 399, 894, 408]
dresses-cell: DRESSES: [792, 220, 828, 229]
dresses-cell: DRESSES: [792, 154, 828, 163]
dresses-cell: DRESSES: [904, 179, 940, 188]
ad-body: WANTED, the public of Wellington to KNOW that F. Buck, Tory-street, has always on hand a large supply of Wood, Coal, and Charcoal, at current rates.: [952, 596, 1110, 631]
article-paragraph: Parentalias may be credited with a pun. There was a very aristocratic bull here not many days ago, at which were present some gentlemen belonging to what Mr. Willett, senior, would call the "trilingual" profession. Their status in their profession, and the nature of the affair itself, required their attendance at the ball in uniform and spurs.: [172, 523, 330, 600]
dresses-cell: DRESSES: [904, 261, 940, 270]
sale-subheading: TENDERS FOR THE PURCHASE, FOR CASH, Of the whole or any of the UNDERMENTIONED VESSELS,: [639, 671, 777, 697]
ad-body: WANTED KNOWN, that F. Buck, of Tory-street, is now selling the best Rata wood at 10s. per load; Hutt wood, 14s.; for cash.: [952, 527, 1110, 553]
ad-body: WANTED to Buy, Fat Ducks and Fowls in any quantity. J. Barlow's People's Fruit Mart, Willis-street.: [952, 92, 1110, 118]
wanted-ad: [952, 391, 1110, 428]
